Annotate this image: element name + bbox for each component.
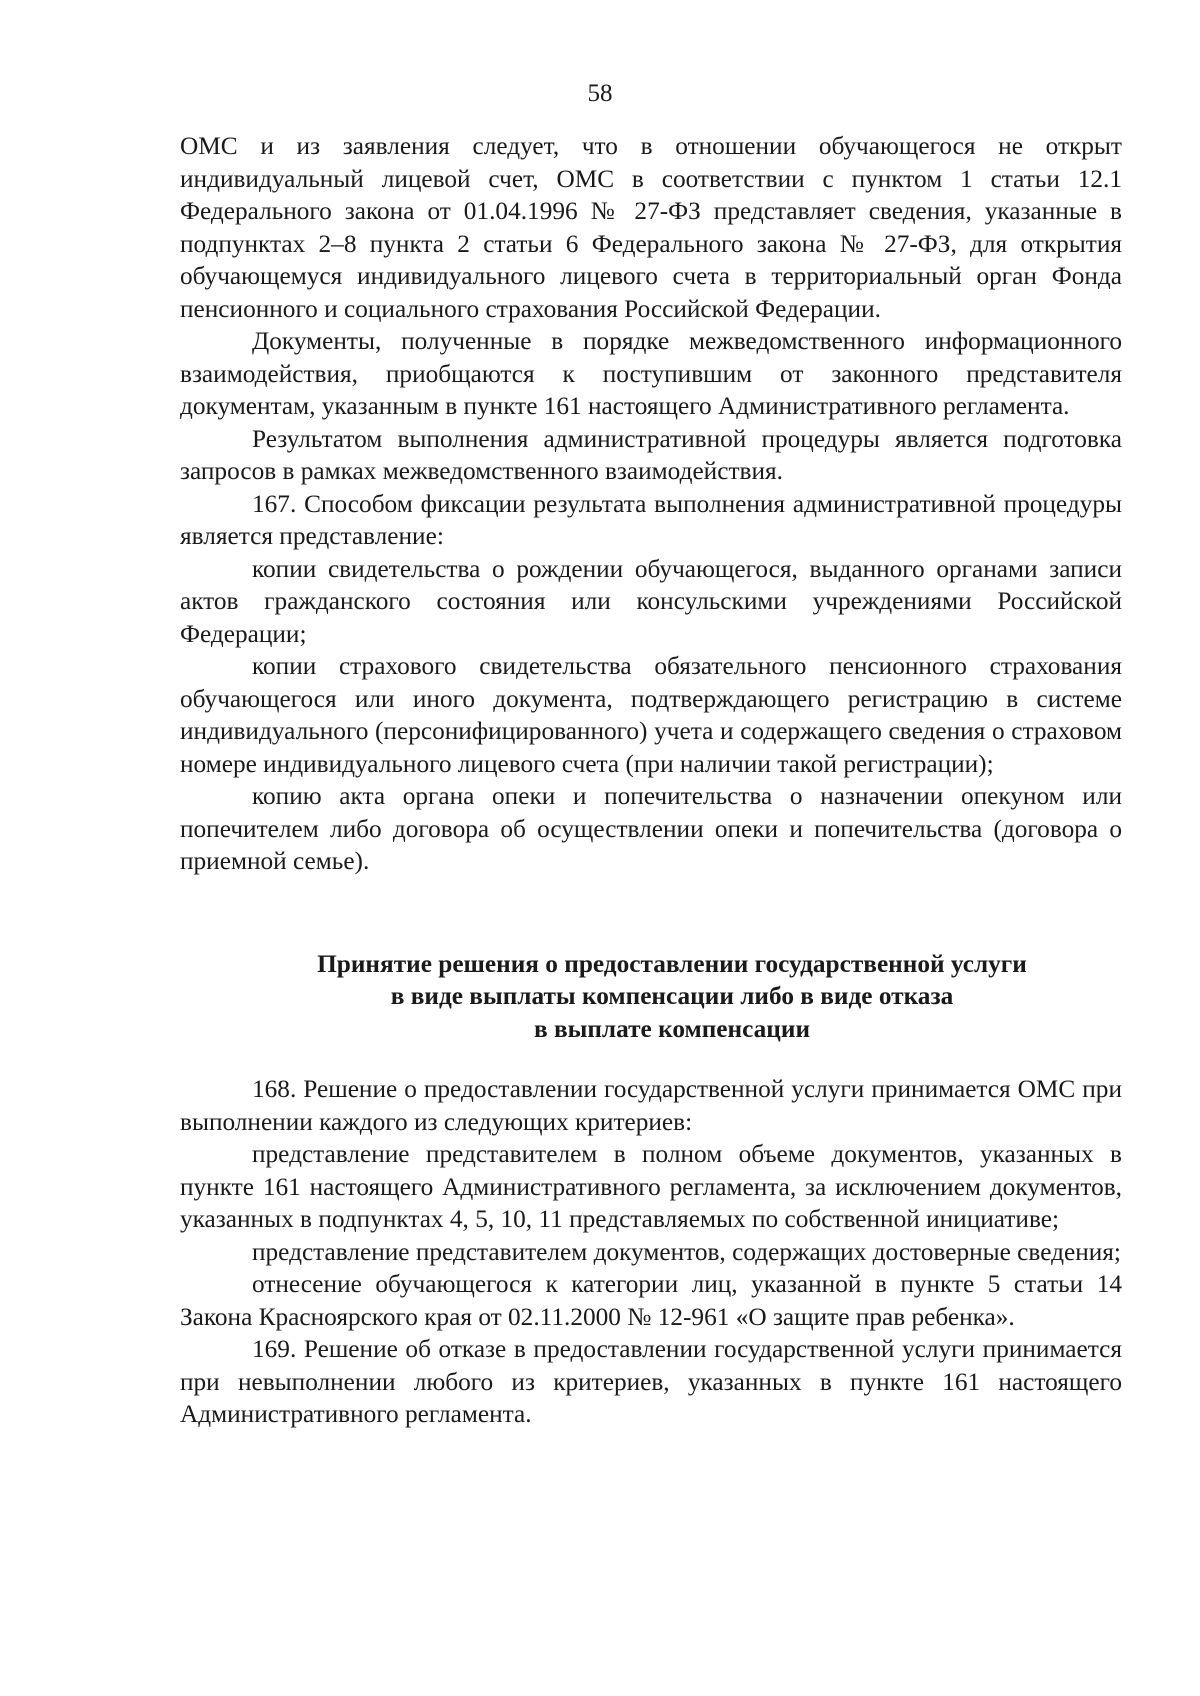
paragraph: Результатом выполнения административной процедуры является подготовка запросов в рамках межведомственного взаимодействия. <box>180 424 1122 485</box>
paragraph: ОМС и из заявления следует, что в отношении обучающегося не открыт индивидуальный лицевой счет, ОМС в соответствии с пунктом 1 статьи 12.1 Федерального закона от 01.04.1996 № 27-ФЗ представляет сведения, указанные в подпунктах 2–8 пункта 2 статьи 6 Федерального закона № 27-ФЗ, для открытия обучающемуся индивидуального лицевого счета в территориальный орган Фонда пенсионного и социального страхования Российской Федерации. <box>180 132 1122 323</box>
paragraph: копию акта органа опеки и попечительства о назначении опекуном или попечителем либо договора об осуществлении опеки и попечительства (договора о приемной семье). <box>180 782 1122 875</box>
page-number: 58 <box>587 80 613 107</box>
section-heading-line: Принятие решения о предоставлении государственной услуги <box>317 949 1027 978</box>
paragraph: копии свидетельства о рождении обучающегося, выданного органами записи актов гражданского состояния или консульскими учреждениями Российской Федерации; <box>180 554 1122 648</box>
paragraph: Документы, полученные в порядке межведомственного информационного взаимодействия, приобщаются к поступившим от законного представителя документам, указанным в пункте 161 настоящего Административного регламента. <box>180 327 1122 420</box>
section-heading <box>180 948 1122 1046</box>
paragraph: 169. Решение об отказе в предоставлении государственной услуги принимается при невыполнении любого из критериев, указанных в пункте 161 настоящего Административного регламента. <box>180 1335 1122 1428</box>
paragraph: представление представителем в полном объеме документов, указанных в пункте 161 настоящего Административного регламента, за исключением документов, указанных в подпунктах 4, 5, 10, 11 представляемых по собственной инициативе; <box>180 1140 1122 1233</box>
section-heading-line: в виде выплаты компенсации либо в виде отказа <box>390 982 954 1010</box>
paragraph: представление представителем документов, содержащих достоверные сведения; <box>252 1237 1121 1266</box>
paragraph: 167. Способом фиксации результата выполнения административной процедуры является представление: <box>180 489 1122 550</box>
paragraph: копии страхового свидетельства обязательного пенсионного страхования обучающегося или иного документа, подтверждающего регистрацию в системе индивидуального (персонифицированного) учета и содержащего сведения о страховом номере индивидуального лицевого счета (при наличии такой регистрации); <box>180 652 1122 778</box>
document-body <box>180 130 1122 1431</box>
paragraph: отнесение обучающегося к категории лиц, указанной в пункте 5 статьи 14 Закона Красноярского края от 02.11.2000 № 12-961 «О защите прав ребенка». <box>180 1270 1122 1331</box>
paragraph: 168. Решение о предоставлении государственной услуги принимается ОМС при выполнении каждого из следующих критериев: <box>180 1075 1122 1136</box>
section-heading-line: в выплате компенсации <box>533 1014 811 1043</box>
